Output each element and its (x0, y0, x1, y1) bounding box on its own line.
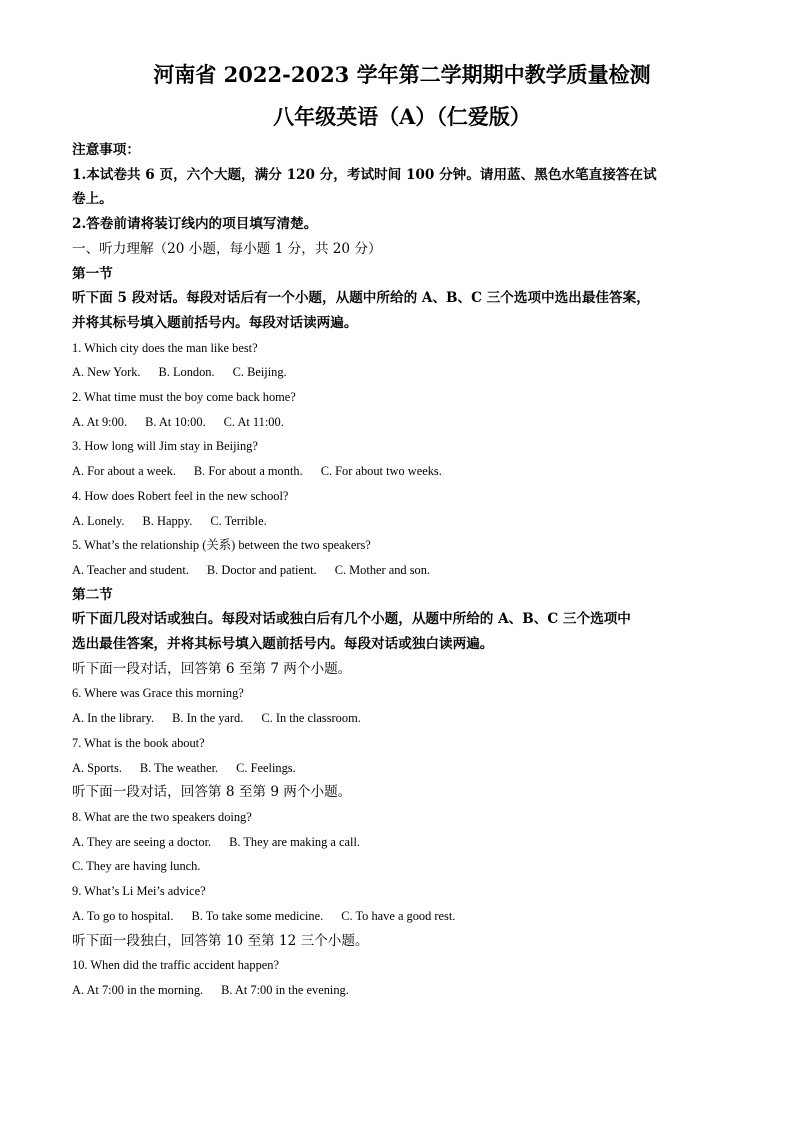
option-c: C. Feelings. (236, 760, 296, 775)
question-4: 4. How does Robert feel in the new school? (72, 488, 289, 503)
question-8-options (72, 830, 732, 855)
option-c: C. At 11:00. (223, 414, 284, 429)
question-4-options (72, 509, 732, 534)
option-b: B. Happy. (142, 513, 193, 528)
question-10: 10. When did the traffic accident happen? (72, 958, 279, 973)
option-a: A. In the library. (72, 711, 155, 726)
exam-page (72, 62, 732, 1003)
question-7-options (72, 756, 732, 781)
dialogue-intro-6-7: 听下面一段对话，回答第 6 至第 7 两个小题。 (72, 660, 352, 677)
option-b: B. At 10:00. (145, 414, 206, 429)
section2-instructions: 听下面几段对话或独白。每段对话或独白后有几个小题，从题中所给的 A、B、C 三个选项中 (72, 611, 631, 628)
option-c: C. Beijing. (232, 365, 287, 380)
question-6-options (72, 706, 732, 731)
section1-instructions-cont: 并将其标号填入题前括号内。每段对话读两遍。 (72, 314, 358, 331)
page-title: 河南省 2022-2023 学年第二学期期中教学质量检测 (153, 62, 651, 87)
option-b: B. The weather. (139, 760, 219, 775)
question-6: 6. Where was Grace this morning? (72, 686, 244, 701)
dialogue-intro-8-9: 听下面一段对话，回答第 8 至第 9 两个小题。 (72, 784, 352, 801)
option-a: A. Lonely. (72, 513, 125, 528)
option-c: C. Terrible. (210, 513, 267, 528)
option-a: A. For about a week. (72, 464, 176, 479)
option-b: B. To take some medicine. (191, 908, 324, 923)
notice-heading: 注意事项： (72, 142, 140, 158)
question-8-option-c-line (72, 854, 732, 879)
section2-instructions-cont: 选出最佳答案，并将其标号填入题前括号内。每段对话或独白读两遍。 (72, 636, 494, 653)
option-c: C. They are having lunch. (72, 859, 201, 874)
part1-heading: 一、听力理解（20 小题，每小题 1 分，共 20 分） (72, 240, 382, 257)
question-1: 1. Which city does the man like best? (72, 340, 258, 355)
option-a: A. Teacher and student. (72, 562, 189, 577)
question-9: 9. What’s Li Mei’s advice? (72, 884, 206, 899)
question-3-options (72, 459, 732, 484)
option-c: C. Mother and son. (334, 562, 431, 577)
page-subtitle: 八年级英语（A）（仁爱版） (273, 104, 531, 129)
option-a: A. Sports. (72, 760, 122, 775)
option-b: B. For about a month. (193, 464, 303, 479)
question-9-options (72, 904, 732, 929)
question-2-options (72, 410, 732, 435)
option-b: B. They are making a call. (229, 834, 360, 849)
notice-item-1-cont: 卷上。 (72, 191, 113, 208)
question-5-options (72, 558, 732, 583)
option-c: C. For about two weeks. (320, 464, 442, 479)
notice-item-1: 1.本试卷共 6 页，六个大题，满分 120 分，考试时间 100 分钟。请用蓝、黑色水笔直接答在试 (72, 166, 657, 183)
section1-heading: 第一节 (72, 265, 113, 282)
option-a: A. To go to hospital. (72, 908, 174, 923)
option-a: A. New York. (72, 365, 141, 380)
question-10-options (72, 978, 732, 1003)
question-1-options (72, 360, 732, 385)
monologue-intro-10-12: 听下面一段独白，回答第 10 至第 12 三个小题。 (72, 932, 369, 949)
question-8: 8. What are the two speakers doing? (72, 809, 252, 824)
question-2: 2. What time must the boy come back home? (72, 390, 296, 405)
option-c: C. To have a good rest. (341, 908, 456, 923)
question-3: 3. How long will Jim stay in Beijing? (72, 439, 258, 454)
option-b: B. Doctor and patient. (206, 562, 317, 577)
option-a: A. At 7:00 in the morning. (72, 982, 204, 997)
option-a: A. They are seeing a doctor. (72, 834, 212, 849)
option-b: B. London. (158, 365, 215, 380)
option-c: C. In the classroom. (261, 711, 361, 726)
option-b: B. At 7:00 in the evening. (221, 982, 349, 997)
question-5: 5. What’s the relationship (关系) between the two speakers? (72, 538, 371, 553)
notice-item-2: 2.答卷前请将装订线内的项目填写清楚。 (72, 216, 318, 233)
question-7: 7. What is the book about? (72, 735, 205, 750)
section2-heading: 第二节 (72, 586, 113, 603)
option-a: A. At 9:00. (72, 414, 128, 429)
option-b: B. In the yard. (172, 711, 244, 726)
section1-instructions: 听下面 5 段对话。每段对话后有一个小题，从题中所给的 A、B、C 三个选项中选出最佳答案， (72, 290, 650, 307)
